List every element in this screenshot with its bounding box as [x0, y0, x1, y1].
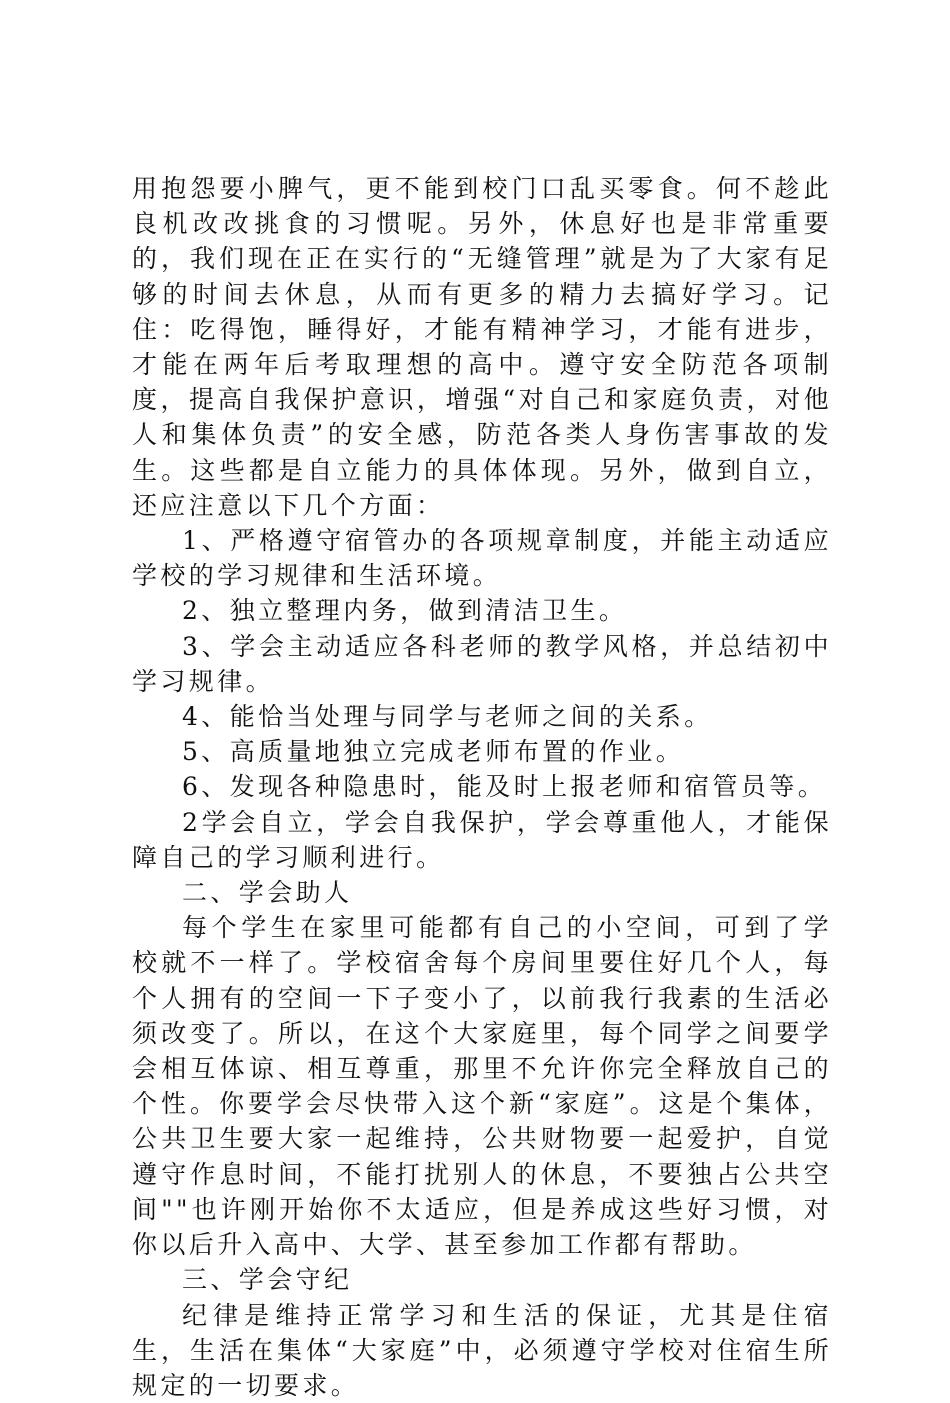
- paragraph-help-others: 每个学生在家里可能都有自己的小空间，可到了学校就不一样了。学校宿舍每个房间里要住好几个人，每个人拥有的空间一下子变小了，以前我行我素的生活必须改变了。所以，在这个大家庭里，每个同学之间要学会相互体谅、相互尊重，那里不允许你完全释放自己的个性。你要学会尽快带入这个新“家庭”。这是个集体，公共卫生要大家一起维持，公共财物要一起爱护，自觉遵守作息时间，不能打扰别人的休息，不要独占公共空间""也许刚开始你不太适应，但是养成这些好习惯，对你以后升入高中、大学、甚至参加工作都有帮助。: [132, 910, 832, 1262]
- paragraph-summary: 2学会自立，学会自我保护，学会尊重他人，才能保障自己的学习顺利进行。: [132, 805, 832, 875]
- list-item-6: 6、发现各种隐患时，能及时上报老师和宿管员等。: [132, 769, 832, 804]
- paragraph-intro: 用抱怨要小脾气，更不能到校门口乱买零食。何不趁此良机改改挑食的习惯呢。另外，休息好也是非常重要的，我们现在正在实行的“无缝管理”就是为了大家有足够的时间去休息，从而有更多的精力去搞好学习。记住：吃得饱，睡得好，才能有精神学习，才能有进步，才能在两年后考取理想的高中。遵守安全防范各项制度，提高自我保护意识，增强“对自己和家庭负责，对他人和集体负责”的安全感，防范各类人身伤害事故的发生。这些都是自立能力的具体体现。另外，做到自立，还应注意以下几个方面：: [132, 171, 832, 523]
- section-heading-discipline: 三、学会守纪: [132, 1262, 832, 1297]
- list-item-1: 1、严格遵守宿管办的各项规章制度，并能主动适应学校的学习规律和生活环境。: [132, 523, 832, 593]
- list-item-2: 2、独立整理内务，做到清洁卫生。: [132, 593, 832, 628]
- paragraph-discipline: 纪律是维持正常学习和生活的保证，尤其是住宿生，生活在集体“大家庭”中，必须遵守学校对住宿生所规定的一切要求。: [132, 1298, 832, 1403]
- document-body: [132, 171, 832, 1403]
- list-item-4: 4、能恰当处理与同学与老师之间的关系。: [132, 699, 832, 734]
- section-heading-help-others: 二、学会助人: [132, 875, 832, 910]
- list-item-3: 3、学会主动适应各科老师的教学风格，并总结初中学习规律。: [132, 629, 832, 699]
- list-item-5: 5、高质量地独立完成老师布置的作业。: [132, 734, 832, 769]
